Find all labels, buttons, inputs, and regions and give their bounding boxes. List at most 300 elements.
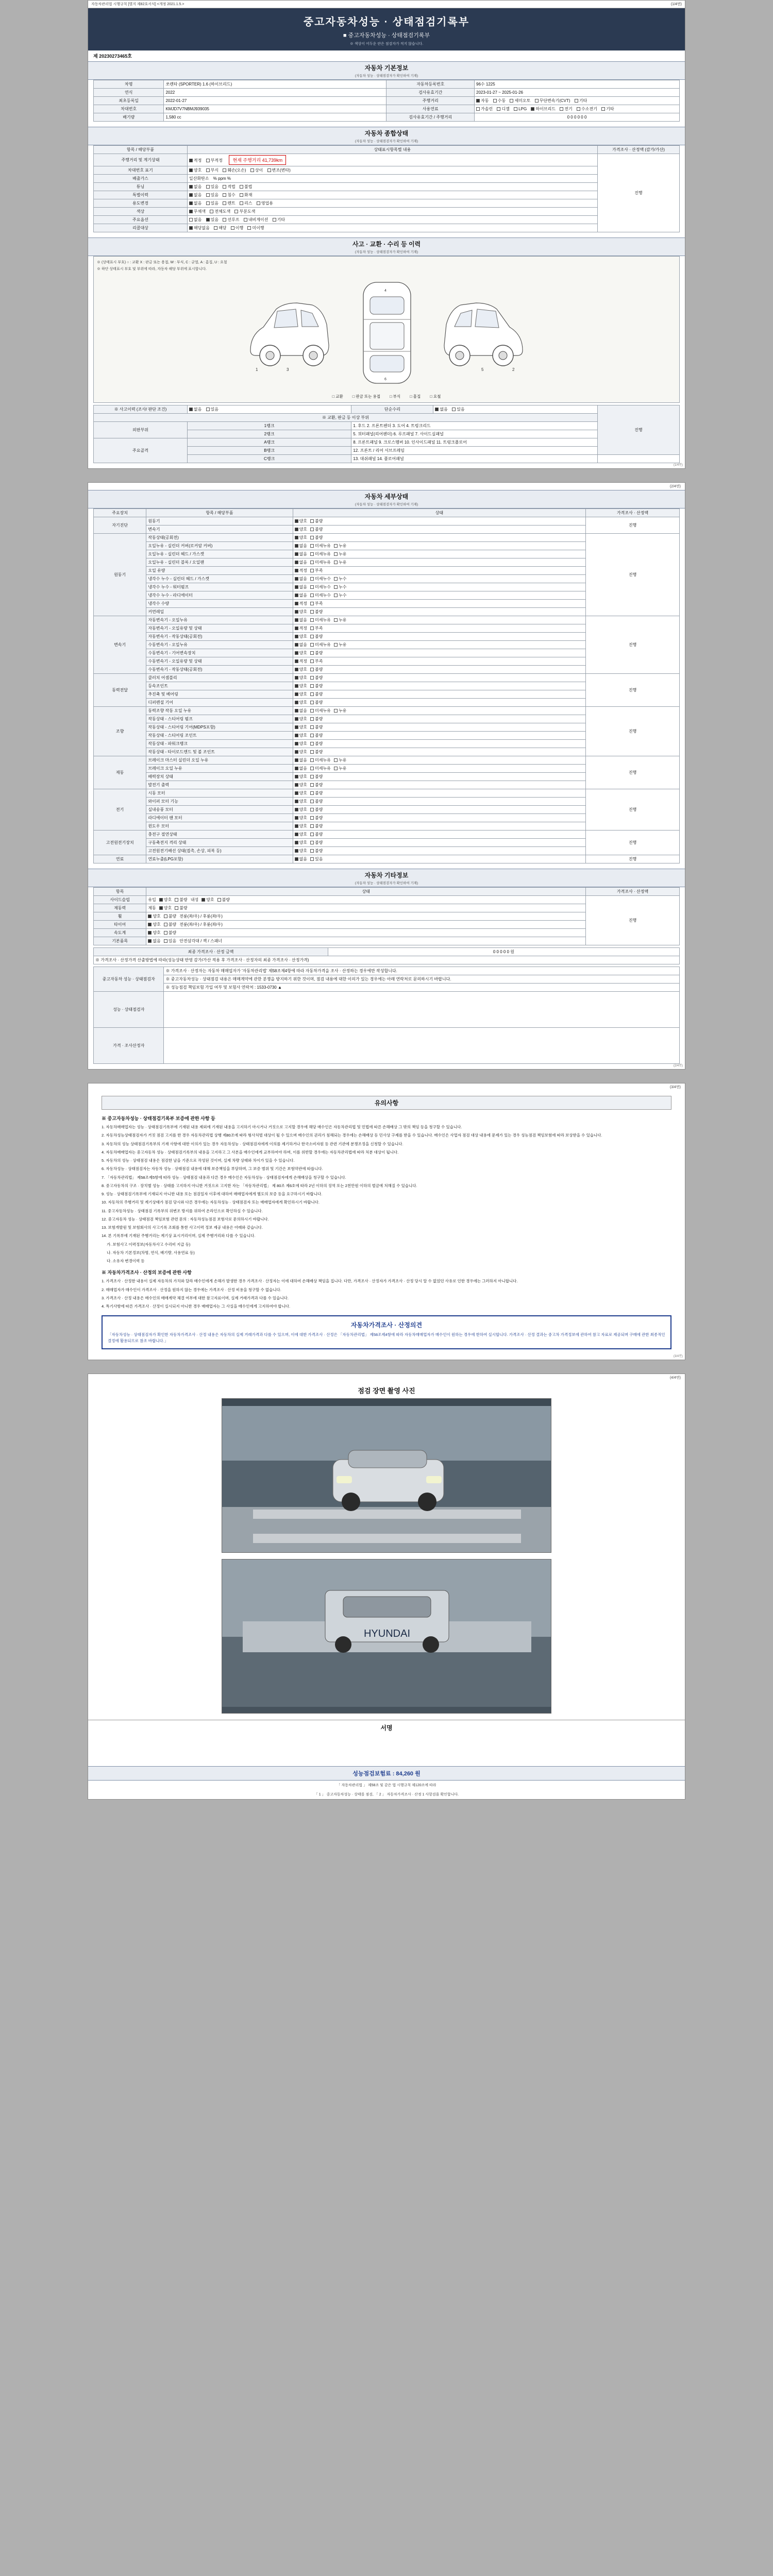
detail-opt-1[interactable] bbox=[310, 518, 323, 524]
checkbox-icon[interactable] bbox=[175, 906, 178, 910]
detail-opt-0[interactable] bbox=[295, 700, 307, 705]
detail-opt-0[interactable] bbox=[295, 535, 307, 540]
checkbox-icon[interactable] bbox=[223, 168, 226, 172]
checkbox-icon[interactable] bbox=[334, 561, 338, 564]
checkbox-icon[interactable] bbox=[223, 218, 226, 222]
trans-opt-3[interactable]: 무단변속기(CVT) bbox=[535, 98, 570, 104]
checkbox-icon[interactable] bbox=[189, 226, 193, 230]
checkbox-icon[interactable] bbox=[189, 201, 193, 205]
detail-opt-0[interactable] bbox=[295, 551, 307, 557]
opt-부적정[interactable]: 부적정 bbox=[206, 158, 223, 163]
checkbox-icon[interactable] bbox=[295, 659, 298, 663]
detail-opt-1[interactable] bbox=[310, 543, 331, 549]
checkbox-icon[interactable] bbox=[310, 833, 314, 836]
detail-opt-0[interactable] bbox=[295, 774, 307, 779]
checkbox-icon[interactable] bbox=[189, 168, 193, 172]
detail-opt-0[interactable] bbox=[295, 576, 307, 582]
checkbox-icon[interactable] bbox=[310, 750, 314, 754]
checkbox-icon[interactable] bbox=[206, 193, 210, 197]
vin-opt-2[interactable]: 훼손(오손) bbox=[223, 167, 246, 173]
detail-opt-1[interactable] bbox=[310, 807, 323, 812]
checkbox-icon[interactable] bbox=[334, 767, 338, 770]
checkbox-icon[interactable] bbox=[295, 833, 298, 836]
trans-opt-0[interactable]: 자동 bbox=[476, 98, 489, 104]
detail-opt-0[interactable] bbox=[295, 708, 307, 714]
checkbox-icon[interactable] bbox=[514, 107, 517, 111]
detail-opt-0[interactable] bbox=[295, 757, 307, 763]
other-right-opt-0[interactable] bbox=[201, 897, 214, 903]
usage-sub-2[interactable]: 영업용 bbox=[257, 200, 273, 206]
checkbox-icon[interactable] bbox=[295, 750, 298, 754]
checkbox-icon[interactable] bbox=[206, 408, 210, 411]
vin-opt-3[interactable]: 상이 bbox=[250, 167, 263, 173]
tuning-opt-0[interactable]: 없음 bbox=[189, 184, 201, 190]
detail-opt-0[interactable] bbox=[295, 848, 307, 854]
detail-opt-1[interactable] bbox=[310, 527, 323, 532]
checkbox-icon[interactable] bbox=[295, 701, 298, 704]
detail-opt-1[interactable] bbox=[310, 741, 323, 747]
detail-opt-1[interactable] bbox=[310, 724, 323, 730]
other-right-opt-1[interactable] bbox=[217, 897, 230, 903]
checkbox-icon[interactable] bbox=[310, 618, 314, 622]
inspector-signature-2[interactable] bbox=[164, 1028, 680, 1064]
checkbox-icon[interactable] bbox=[560, 107, 563, 111]
checkbox-icon[interactable] bbox=[295, 610, 298, 614]
fuel-opt-4[interactable]: 전기 bbox=[560, 106, 572, 112]
checkbox-icon[interactable] bbox=[189, 408, 193, 411]
checkbox-icon[interactable] bbox=[206, 201, 210, 205]
checkbox-icon[interactable] bbox=[310, 841, 314, 844]
checkbox-icon[interactable] bbox=[295, 643, 298, 647]
detail-opt-1[interactable] bbox=[310, 634, 323, 639]
trans-opt-4[interactable]: 기타 bbox=[575, 98, 587, 104]
detail-opt-1[interactable] bbox=[310, 601, 323, 606]
checkbox-icon[interactable] bbox=[295, 775, 298, 778]
checkbox-icon[interactable] bbox=[247, 226, 251, 230]
checkbox-icon[interactable] bbox=[201, 898, 205, 902]
other-opt-0[interactable] bbox=[148, 922, 160, 927]
checkbox-icon[interactable] bbox=[310, 849, 314, 853]
detail-opt-1[interactable] bbox=[310, 568, 323, 573]
checkbox-icon[interactable] bbox=[295, 635, 298, 638]
detail-opt-0[interactable] bbox=[295, 832, 307, 837]
checkbox-icon[interactable] bbox=[310, 758, 314, 762]
checkbox-icon[interactable] bbox=[310, 824, 314, 828]
checkbox-icon[interactable] bbox=[310, 544, 314, 548]
detail-opt-0[interactable] bbox=[295, 782, 307, 788]
checkbox-icon[interactable] bbox=[310, 659, 314, 663]
checkbox-icon[interactable] bbox=[310, 610, 314, 614]
checkbox-icon[interactable] bbox=[295, 602, 298, 605]
detail-opt-0[interactable] bbox=[295, 766, 307, 771]
checkbox-icon[interactable] bbox=[240, 193, 243, 197]
checkbox-icon[interactable] bbox=[295, 857, 298, 861]
detail-opt-0[interactable] bbox=[295, 568, 307, 573]
checkbox-icon[interactable] bbox=[164, 923, 167, 926]
checkbox-icon[interactable] bbox=[295, 528, 298, 531]
detail-opt-1[interactable] bbox=[310, 708, 331, 714]
other-opt-1[interactable] bbox=[175, 905, 187, 911]
checkbox-icon[interactable] bbox=[206, 185, 210, 189]
checkbox-icon[interactable] bbox=[210, 210, 213, 213]
checkbox-icon[interactable] bbox=[295, 734, 298, 737]
checkbox-icon[interactable] bbox=[223, 185, 226, 189]
detail-opt-1[interactable] bbox=[310, 856, 323, 862]
checkbox-icon[interactable] bbox=[295, 824, 298, 828]
checkbox-icon[interactable] bbox=[310, 594, 314, 597]
detail-opt-1[interactable] bbox=[310, 832, 323, 837]
detail-opt-2[interactable] bbox=[334, 708, 346, 714]
detail-opt-2[interactable] bbox=[334, 757, 346, 763]
trans-opt-1[interactable]: 수동 bbox=[493, 98, 506, 104]
checkbox-icon[interactable] bbox=[295, 767, 298, 770]
checkbox-icon[interactable] bbox=[267, 168, 271, 172]
checkbox-icon[interactable] bbox=[497, 107, 500, 111]
detail-opt-1[interactable] bbox=[310, 683, 323, 689]
checkbox-icon[interactable] bbox=[189, 185, 193, 189]
checkbox-icon[interactable] bbox=[334, 643, 338, 647]
checkbox-icon[interactable] bbox=[310, 775, 314, 778]
checkbox-icon[interactable] bbox=[310, 791, 314, 795]
checkbox-icon[interactable] bbox=[244, 218, 247, 222]
checkbox-icon[interactable] bbox=[310, 552, 314, 556]
other-opt-0[interactable] bbox=[148, 930, 160, 936]
checkbox-icon[interactable] bbox=[217, 898, 221, 902]
checkbox-icon[interactable] bbox=[295, 758, 298, 762]
detail-opt-0[interactable] bbox=[295, 815, 307, 821]
detail-opt-1[interactable] bbox=[310, 749, 323, 755]
special-opt-0[interactable]: 없음 bbox=[189, 192, 201, 198]
accident-opt-1[interactable]: 있음 bbox=[206, 406, 219, 412]
usage-sub-1[interactable]: 리스 bbox=[240, 200, 252, 206]
checkbox-icon[interactable] bbox=[206, 218, 210, 222]
color-opt-2[interactable]: 부분도색 bbox=[234, 209, 255, 214]
checkbox-icon[interactable] bbox=[148, 923, 152, 926]
checkbox-icon[interactable] bbox=[310, 585, 314, 589]
other-opt-1[interactable] bbox=[164, 938, 176, 944]
checkbox-icon[interactable] bbox=[310, 816, 314, 820]
checkbox-icon[interactable] bbox=[206, 159, 210, 162]
detail-opt-2[interactable] bbox=[334, 543, 346, 549]
detail-opt-1[interactable] bbox=[310, 560, 331, 565]
checkbox-icon[interactable] bbox=[295, 709, 298, 713]
checkbox-icon[interactable] bbox=[310, 577, 314, 581]
checkbox-icon[interactable] bbox=[310, 643, 314, 647]
checkbox-icon[interactable] bbox=[334, 544, 338, 548]
checkbox-icon[interactable] bbox=[295, 585, 298, 589]
checkbox-icon[interactable] bbox=[223, 193, 226, 197]
opt-적정[interactable]: 적정 bbox=[189, 158, 201, 163]
checkbox-icon[interactable] bbox=[295, 552, 298, 556]
checkbox-icon[interactable] bbox=[295, 519, 298, 523]
checkbox-icon[interactable] bbox=[334, 577, 338, 581]
checkbox-icon[interactable] bbox=[334, 618, 338, 622]
detail-opt-1[interactable] bbox=[310, 815, 323, 821]
detail-opt-0[interactable] bbox=[295, 716, 307, 722]
checkbox-icon[interactable] bbox=[148, 931, 152, 935]
detail-opt-1[interactable] bbox=[310, 848, 323, 854]
checkbox-icon[interactable] bbox=[223, 201, 226, 205]
checkbox-icon[interactable] bbox=[295, 816, 298, 820]
checkbox-icon[interactable] bbox=[310, 725, 314, 729]
vin-opt-1[interactable]: 부식 bbox=[206, 167, 219, 173]
detail-opt-2[interactable] bbox=[334, 642, 346, 648]
checkbox-icon[interactable] bbox=[189, 159, 193, 162]
special-opt-1[interactable]: 있음 bbox=[206, 192, 219, 198]
checkbox-icon[interactable] bbox=[535, 99, 539, 103]
detail-opt-2[interactable] bbox=[334, 766, 346, 771]
detail-opt-1[interactable] bbox=[310, 642, 331, 648]
checkbox-icon[interactable] bbox=[159, 898, 163, 902]
checkbox-icon[interactable] bbox=[334, 758, 338, 762]
checkbox-icon[interactable] bbox=[310, 701, 314, 704]
checkbox-icon[interactable] bbox=[164, 931, 167, 935]
other-opt-1[interactable] bbox=[164, 913, 176, 919]
checkbox-icon[interactable] bbox=[189, 218, 193, 222]
detail-opt-0[interactable] bbox=[295, 683, 307, 689]
checkbox-icon[interactable] bbox=[310, 561, 314, 564]
recall-sub-0[interactable]: 이행 bbox=[231, 225, 243, 231]
other-opt-1[interactable] bbox=[175, 897, 187, 903]
checkbox-icon[interactable] bbox=[295, 800, 298, 803]
detail-opt-0[interactable] bbox=[295, 609, 307, 615]
checkbox-icon[interactable] bbox=[164, 939, 167, 943]
checkbox-icon[interactable] bbox=[159, 906, 163, 910]
detail-opt-0[interactable] bbox=[295, 658, 307, 664]
tuning-sub-1[interactable]: 불법 bbox=[240, 184, 252, 190]
detail-opt-1[interactable] bbox=[310, 650, 323, 656]
checkbox-icon[interactable] bbox=[601, 107, 605, 111]
color-opt-0[interactable]: 무채색 bbox=[189, 209, 206, 214]
checkbox-icon[interactable] bbox=[189, 193, 193, 197]
detail-opt-0[interactable] bbox=[295, 790, 307, 796]
option-sub-1[interactable]: 내비게이션 bbox=[244, 217, 268, 223]
checkbox-icon[interactable] bbox=[214, 226, 217, 230]
usage-opt-0[interactable]: 없음 bbox=[189, 200, 201, 206]
checkbox-icon[interactable] bbox=[310, 569, 314, 572]
detail-opt-1[interactable] bbox=[310, 774, 323, 779]
detail-opt-0[interactable] bbox=[295, 625, 307, 631]
checkbox-icon[interactable] bbox=[250, 168, 254, 172]
checkbox-icon[interactable] bbox=[295, 676, 298, 680]
checkbox-icon[interactable] bbox=[295, 717, 298, 721]
recall-opt-0[interactable]: 해당없음 bbox=[189, 225, 210, 231]
detail-opt-0[interactable] bbox=[295, 840, 307, 845]
detail-opt-1[interactable] bbox=[310, 782, 323, 788]
detail-opt-1[interactable] bbox=[310, 584, 331, 590]
fuel-opt-0[interactable]: 가솔린 bbox=[476, 106, 493, 112]
detail-opt-0[interactable] bbox=[295, 634, 307, 639]
checkbox-icon[interactable] bbox=[310, 717, 314, 721]
detail-opt-0[interactable] bbox=[295, 741, 307, 747]
checkbox-icon[interactable] bbox=[295, 651, 298, 655]
fuel-opt-3[interactable]: 하이브리드 bbox=[531, 106, 556, 112]
detail-opt-0[interactable] bbox=[295, 823, 307, 829]
detail-opt-0[interactable] bbox=[295, 543, 307, 549]
checkbox-icon[interactable] bbox=[310, 519, 314, 523]
option-sub-0[interactable]: 선루프 bbox=[223, 217, 239, 223]
checkbox-icon[interactable] bbox=[310, 709, 314, 713]
detail-opt-1[interactable] bbox=[310, 576, 331, 582]
checkbox-icon[interactable] bbox=[295, 561, 298, 564]
checkbox-icon[interactable] bbox=[240, 201, 243, 205]
inspector-signature-1[interactable] bbox=[164, 992, 680, 1028]
detail-opt-0[interactable] bbox=[295, 807, 307, 812]
checkbox-icon[interactable] bbox=[295, 725, 298, 729]
checkbox-icon[interactable] bbox=[310, 602, 314, 605]
detail-opt-0[interactable] bbox=[295, 667, 307, 672]
checkbox-icon[interactable] bbox=[334, 552, 338, 556]
special-sub-0[interactable]: 침수 bbox=[223, 192, 235, 198]
detail-opt-0[interactable] bbox=[295, 733, 307, 738]
detail-opt-0[interactable] bbox=[295, 650, 307, 656]
recall-opt-1[interactable]: 해당 bbox=[214, 225, 226, 231]
detail-opt-0[interactable] bbox=[295, 601, 307, 606]
detail-opt-0[interactable] bbox=[295, 691, 307, 697]
detail-opt-2[interactable] bbox=[334, 560, 346, 565]
checkbox-icon[interactable] bbox=[510, 99, 513, 103]
vin-opt-4[interactable]: 변조(변타) bbox=[267, 167, 291, 173]
detail-opt-0[interactable] bbox=[295, 584, 307, 590]
checkbox-icon[interactable] bbox=[295, 783, 298, 787]
recall-sub-1[interactable]: 미이행 bbox=[247, 225, 264, 231]
other-opt-0[interactable] bbox=[148, 938, 160, 944]
checkbox-icon[interactable] bbox=[295, 544, 298, 548]
simple-opt-0[interactable]: 없음 bbox=[435, 406, 447, 412]
checkbox-icon[interactable] bbox=[295, 569, 298, 572]
detail-opt-0[interactable] bbox=[295, 527, 307, 532]
detail-opt-1[interactable] bbox=[310, 840, 323, 845]
checkbox-icon[interactable] bbox=[257, 201, 260, 205]
option-sub-2[interactable]: 기타 bbox=[273, 217, 285, 223]
checkbox-icon[interactable] bbox=[310, 684, 314, 688]
checkbox-icon[interactable] bbox=[295, 841, 298, 844]
detail-opt-0[interactable] bbox=[295, 749, 307, 755]
checkbox-icon[interactable] bbox=[310, 676, 314, 680]
detail-opt-2[interactable] bbox=[334, 584, 346, 590]
vin-opt-0[interactable]: 양호 bbox=[189, 167, 201, 173]
detail-opt-0[interactable] bbox=[295, 518, 307, 524]
other-opt-1[interactable] bbox=[164, 922, 176, 927]
detail-opt-1[interactable] bbox=[310, 757, 331, 763]
signature-area[interactable] bbox=[88, 1735, 685, 1766]
checkbox-icon[interactable] bbox=[148, 939, 152, 943]
other-opt-0[interactable] bbox=[159, 905, 172, 911]
detail-opt-1[interactable] bbox=[310, 675, 323, 681]
detail-opt-1[interactable] bbox=[310, 667, 323, 672]
checkbox-icon[interactable] bbox=[310, 767, 314, 770]
checkbox-icon[interactable] bbox=[310, 857, 314, 861]
checkbox-icon[interactable] bbox=[310, 742, 314, 745]
simple-opt-1[interactable]: 있음 bbox=[452, 406, 464, 412]
detail-opt-0[interactable] bbox=[295, 617, 307, 623]
fuel-opt-6[interactable]: 기타 bbox=[601, 106, 614, 112]
checkbox-icon[interactable] bbox=[531, 107, 534, 111]
special-sub-1[interactable]: 화재 bbox=[240, 192, 252, 198]
detail-opt-1[interactable] bbox=[310, 535, 323, 540]
checkbox-icon[interactable] bbox=[476, 99, 480, 103]
option-opt-0[interactable]: 없음 bbox=[189, 217, 201, 223]
color-opt-1[interactable]: 전체도색 bbox=[210, 209, 230, 214]
checkbox-icon[interactable] bbox=[295, 808, 298, 811]
detail-opt-1[interactable] bbox=[310, 823, 323, 829]
tuning-opt-1[interactable]: 있음 bbox=[206, 184, 219, 190]
detail-opt-0[interactable] bbox=[295, 560, 307, 565]
checkbox-icon[interactable] bbox=[452, 408, 456, 411]
checkbox-icon[interactable] bbox=[295, 668, 298, 671]
detail-opt-1[interactable] bbox=[310, 617, 331, 623]
checkbox-icon[interactable] bbox=[295, 791, 298, 795]
checkbox-icon[interactable] bbox=[295, 849, 298, 853]
trans-opt-2[interactable]: 세미오토 bbox=[510, 98, 530, 104]
checkbox-icon[interactable] bbox=[575, 99, 578, 103]
other-opt-1[interactable] bbox=[164, 930, 176, 936]
checkbox-icon[interactable] bbox=[148, 914, 152, 918]
checkbox-icon[interactable] bbox=[189, 210, 193, 213]
checkbox-icon[interactable] bbox=[334, 594, 338, 597]
checkbox-icon[interactable] bbox=[295, 618, 298, 622]
checkbox-icon[interactable] bbox=[234, 210, 238, 213]
usage-sub-0[interactable]: 렌트 bbox=[223, 200, 235, 206]
other-opt-0[interactable] bbox=[148, 913, 160, 919]
fuel-opt-5[interactable]: 수소전기 bbox=[577, 106, 597, 112]
checkbox-icon[interactable] bbox=[310, 528, 314, 531]
checkbox-icon[interactable] bbox=[295, 536, 298, 539]
detail-opt-2[interactable] bbox=[334, 617, 346, 623]
checkbox-icon[interactable] bbox=[231, 226, 234, 230]
checkbox-icon[interactable] bbox=[310, 808, 314, 811]
checkbox-icon[interactable] bbox=[493, 99, 497, 103]
checkbox-icon[interactable] bbox=[476, 107, 480, 111]
fuel-opt-1[interactable]: 디젤 bbox=[497, 106, 509, 112]
checkbox-icon[interactable] bbox=[577, 107, 580, 111]
detail-opt-0[interactable] bbox=[295, 675, 307, 681]
detail-opt-1[interactable] bbox=[310, 716, 323, 722]
detail-opt-0[interactable] bbox=[295, 724, 307, 730]
checkbox-icon[interactable] bbox=[310, 692, 314, 696]
usage-opt-1[interactable]: 있음 bbox=[206, 200, 219, 206]
detail-opt-0[interactable] bbox=[295, 592, 307, 598]
detail-opt-1[interactable] bbox=[310, 766, 331, 771]
checkbox-icon[interactable] bbox=[310, 536, 314, 539]
checkbox-icon[interactable] bbox=[310, 668, 314, 671]
checkbox-icon[interactable] bbox=[310, 734, 314, 737]
detail-opt-2[interactable] bbox=[334, 576, 346, 582]
checkbox-icon[interactable] bbox=[175, 898, 178, 902]
checkbox-icon[interactable] bbox=[310, 626, 314, 630]
detail-opt-0[interactable] bbox=[295, 856, 307, 862]
tuning-sub-0[interactable]: 적법 bbox=[223, 184, 235, 190]
detail-opt-1[interactable] bbox=[310, 790, 323, 796]
checkbox-icon[interactable] bbox=[295, 692, 298, 696]
option-opt-1[interactable]: 있음 bbox=[206, 217, 219, 223]
detail-opt-1[interactable] bbox=[310, 609, 323, 615]
checkbox-icon[interactable] bbox=[295, 594, 298, 597]
checkbox-icon[interactable] bbox=[240, 185, 243, 189]
checkbox-icon[interactable] bbox=[295, 742, 298, 745]
detail-opt-1[interactable] bbox=[310, 592, 331, 598]
accident-opt-0[interactable]: 없음 bbox=[189, 406, 201, 412]
checkbox-icon[interactable] bbox=[295, 626, 298, 630]
checkbox-icon[interactable] bbox=[295, 577, 298, 581]
detail-opt-1[interactable] bbox=[310, 700, 323, 705]
fuel-opt-2[interactable]: LPG bbox=[514, 107, 527, 111]
detail-opt-1[interactable] bbox=[310, 733, 323, 738]
detail-opt-2[interactable] bbox=[334, 592, 346, 598]
detail-opt-1[interactable] bbox=[310, 625, 323, 631]
checkbox-icon[interactable] bbox=[206, 168, 210, 172]
checkbox-icon[interactable] bbox=[295, 684, 298, 688]
